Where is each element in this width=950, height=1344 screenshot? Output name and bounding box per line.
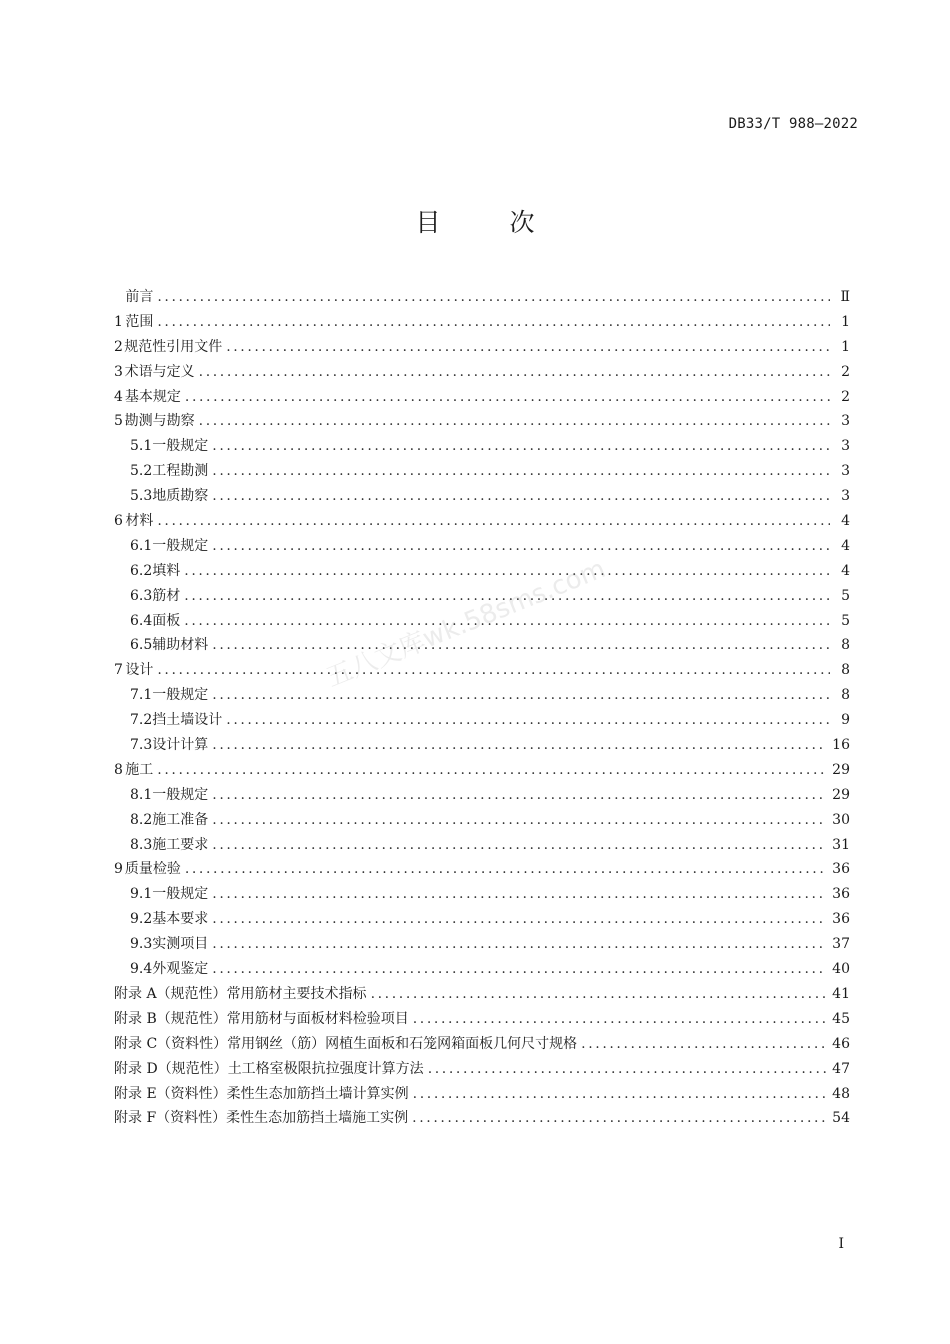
toc-entry-page: 36	[832, 911, 850, 928]
toc-leader-dots	[371, 986, 827, 1002]
toc-leader-dots	[212, 438, 830, 454]
toc-entry-label: 地质勘察	[152, 488, 209, 505]
toc-entry[interactable]	[114, 759, 850, 784]
toc-entry[interactable]	[114, 336, 850, 361]
toc-leader-dots	[212, 687, 830, 703]
toc-entry[interactable]	[114, 1107, 850, 1132]
toc-entry-nature: （规范性）	[156, 985, 227, 1002]
toc-entry-page: 3	[841, 413, 850, 430]
toc-entry-number: 7.3	[130, 737, 153, 754]
page-title: 目 次	[415, 208, 557, 237]
toc-entry-label: 常用筋材与面板材料检验项目	[226, 1010, 409, 1027]
toc-entry-number: 附录 C	[114, 1035, 158, 1052]
toc-entry-label: 一般规定	[152, 886, 209, 903]
toc-entry[interactable]	[114, 1083, 850, 1108]
toc-leader-dots	[212, 463, 830, 479]
toc-entry-number: 附录 A	[114, 985, 157, 1002]
toc-entry-page: 37	[832, 936, 850, 953]
toc-entry-page: 29	[832, 786, 850, 803]
toc-entry[interactable]	[114, 883, 850, 908]
toc-leader-dots	[212, 837, 826, 853]
toc-entry-label: 柔性生态加筋挡土墙计算实例	[226, 1085, 409, 1102]
toc-entry[interactable]	[114, 684, 850, 709]
toc-entry[interactable]	[114, 1058, 850, 1083]
toc-entry[interactable]	[114, 834, 850, 859]
toc-entry-page: 47	[832, 1060, 850, 1077]
toc-entry[interactable]	[114, 908, 850, 933]
toc-entry[interactable]	[114, 560, 850, 585]
toc-entry-number: 6.4	[130, 612, 153, 629]
toc-entry[interactable]	[114, 634, 850, 659]
toc-entry[interactable]	[114, 809, 850, 834]
toc-entry-label: 填料	[152, 562, 181, 579]
toc-entry-label: 设计	[125, 662, 154, 679]
toc-entry-number: 6.2	[130, 562, 153, 579]
toc-entry-page: 1	[841, 338, 850, 355]
toc-entry-page: 16	[832, 737, 850, 754]
toc-entry[interactable]	[114, 485, 850, 510]
toc-entry-page: 3	[841, 463, 850, 480]
toc-entry-number: 附录 D	[114, 1060, 158, 1077]
toc-entry-number: 7.1	[130, 687, 153, 704]
toc-entry-label: 实测项目	[152, 936, 209, 953]
toc-entry-number: 9.1	[130, 886, 153, 903]
document-code: DB33/T 988—2022	[728, 116, 858, 132]
toc-entry-page: 5	[841, 612, 850, 629]
toc-leader-dots	[199, 364, 830, 380]
toc-leader-dots	[157, 762, 826, 778]
toc-entry-page: 8	[841, 637, 850, 654]
toc-entry-label: 面板	[152, 612, 181, 629]
toc-entry-label: 工程勘测	[152, 463, 209, 480]
toc-leader-dots	[412, 1110, 826, 1126]
toc-leader-dots	[199, 413, 830, 429]
toc-entry-number: 附录 B	[114, 1010, 157, 1027]
table-of-contents	[114, 286, 850, 1132]
toc-entry-nature: （资料性）	[156, 1085, 227, 1102]
toc-entry-number: 6.5	[130, 637, 153, 654]
toc-entry[interactable]	[114, 784, 850, 809]
toc-entry-page: 48	[832, 1085, 850, 1102]
toc-entry-page: 41	[832, 985, 850, 1002]
toc-entry-number: 2	[114, 338, 123, 355]
toc-leader-dots	[212, 886, 826, 902]
toc-entry[interactable]	[114, 1008, 850, 1033]
toc-entry-label: 基本规定	[124, 388, 181, 405]
toc-entry-number: 1	[114, 313, 123, 330]
toc-entry[interactable]	[114, 535, 850, 560]
toc-entry-number: 附录 F	[114, 1110, 157, 1127]
toc-entry-page: Ⅱ	[840, 289, 850, 305]
toc-leader-dots	[212, 737, 826, 753]
toc-entry-label: 质量检验	[124, 861, 181, 878]
toc-entry-nature: （规范性）	[156, 1010, 227, 1027]
toc-entry-page: 3	[841, 438, 850, 455]
toc-entry-nature: （规范性）	[157, 1060, 228, 1077]
toc-entry-label: 设计计算	[152, 737, 209, 754]
toc-entry-number: 7.2	[130, 712, 153, 729]
toc-entry-page: 2	[841, 363, 850, 380]
toc-entry-label: 土工格室极限抗拉强度计算方法	[227, 1060, 424, 1077]
watermark: 五八文库wk.58sms.com	[322, 553, 610, 694]
toc-leader-dots	[226, 712, 830, 728]
toc-entry-label: 施工要求	[152, 836, 209, 853]
toc-entry-nature: （资料性）	[156, 1110, 227, 1127]
toc-leader-dots	[185, 389, 830, 405]
toc-entry-page: 3	[841, 488, 850, 505]
toc-entry[interactable]	[114, 734, 850, 759]
toc-entry[interactable]	[114, 410, 850, 435]
toc-entry-label: 一般规定	[152, 438, 209, 455]
toc-entry[interactable]	[114, 958, 850, 983]
toc-entry-number: 3	[114, 363, 123, 380]
toc-entry[interactable]	[114, 933, 850, 958]
toc-entry[interactable]	[114, 361, 850, 386]
toc-entry[interactable]	[114, 858, 850, 883]
toc-leader-dots	[413, 1086, 827, 1102]
toc-entry-label: 基本要求	[152, 911, 209, 928]
toc-entry-label: 一般规定	[152, 687, 209, 704]
toc-entry-number: 9	[114, 861, 123, 878]
toc-entry[interactable]	[114, 460, 850, 485]
toc-entry-label: 挡土墙设计	[152, 712, 223, 729]
toc-entry-label: 施工	[125, 761, 154, 778]
toc-entry-page: 8	[841, 687, 850, 704]
toc-entry-page: 2	[841, 388, 850, 405]
toc-entry-label: 施工准备	[152, 811, 209, 828]
toc-entry-label: 一般规定	[152, 786, 209, 803]
toc-entry[interactable]	[114, 286, 850, 311]
toc-entry-number: 9.3	[130, 936, 153, 953]
toc-leader-dots	[184, 563, 830, 579]
toc-leader-dots	[212, 787, 826, 803]
toc-entry-label: 前言	[125, 289, 154, 305]
toc-entry-label: 柔性生态加筋挡土墙施工实例	[226, 1110, 409, 1127]
toc-entry-number: 8	[114, 761, 123, 778]
toc-entry-number: 6.1	[130, 537, 153, 554]
toc-entry-number: 8.2	[130, 811, 153, 828]
toc-entry[interactable]	[114, 435, 850, 460]
toc-leader-dots	[212, 488, 830, 504]
toc-entry-page: 46	[832, 1035, 850, 1052]
toc-entry-page: 30	[832, 811, 850, 828]
toc-entry-page: 9	[841, 712, 850, 729]
toc-entry-page: 4	[841, 562, 850, 579]
toc-entry-page: 36	[832, 886, 850, 903]
toc-entry-nature: （资料性）	[157, 1035, 228, 1052]
toc-entry[interactable]	[114, 386, 850, 411]
toc-entry-page: 45	[832, 1010, 850, 1027]
toc-entry-number: 5.3	[130, 488, 153, 505]
toc-entry-number: 4	[114, 388, 123, 405]
toc-leader-dots	[212, 637, 830, 653]
toc-leader-dots	[581, 1036, 826, 1052]
toc-entry-page: 8	[841, 662, 850, 679]
toc-entry-label: 外观鉴定	[152, 961, 209, 978]
toc-leader-dots	[157, 289, 830, 305]
toc-entry-page: 31	[832, 836, 850, 853]
toc-leader-dots	[184, 613, 830, 629]
toc-entry-page: 54	[832, 1110, 850, 1127]
toc-entry-number: 5.1	[130, 438, 153, 455]
toc-entry-label: 材料	[125, 513, 154, 530]
toc-entry-label: 筋材	[152, 587, 181, 604]
toc-entry[interactable]	[114, 1033, 850, 1058]
toc-entry-page: 36	[832, 861, 850, 878]
toc-entry[interactable]	[114, 311, 850, 336]
toc-entry-label: 术语与定义	[124, 363, 195, 380]
toc-entry-label: 规范性引用文件	[124, 338, 223, 355]
toc-entry-number: 7	[114, 662, 123, 679]
toc-entry[interactable]	[114, 510, 850, 535]
toc-entry[interactable]	[114, 709, 850, 734]
toc-entry-page: 40	[832, 961, 850, 978]
toc-entry-label: 勘测与勘察	[124, 413, 195, 430]
toc-entry-page: 4	[841, 513, 850, 530]
toc-leader-dots	[157, 662, 830, 678]
toc-entry-number: 6.3	[130, 587, 153, 604]
toc-entry-number: 8.1	[130, 786, 153, 803]
toc-entry-page: 4	[841, 537, 850, 554]
toc-entry[interactable]	[114, 610, 850, 635]
toc-leader-dots	[413, 1011, 826, 1027]
toc-entry-number: 5.2	[130, 463, 153, 480]
toc-entry-number: 8.3	[130, 836, 153, 853]
toc-entry-label: 一般规定	[152, 537, 209, 554]
toc-entry[interactable]	[114, 585, 850, 610]
toc-leader-dots	[226, 339, 830, 355]
toc-entry-label: 范围	[125, 313, 154, 330]
toc-entry[interactable]	[114, 983, 850, 1008]
toc-leader-dots	[157, 513, 830, 529]
toc-entry-label: 常用钢丝（筋）网植生面板和石笼网箱面板几何尺寸规格	[227, 1035, 578, 1052]
toc-leader-dots	[157, 314, 830, 330]
toc-entry-number: 5	[114, 413, 123, 430]
toc-entry-number: 附录 E	[114, 1085, 157, 1102]
toc-leader-dots	[212, 961, 826, 977]
toc-leader-dots	[184, 588, 830, 604]
toc-entry-page: 1	[841, 313, 850, 330]
toc-entry[interactable]	[114, 659, 850, 684]
toc-leader-dots	[428, 1061, 826, 1077]
toc-leader-dots	[212, 936, 826, 952]
toc-entry-number: 9.2	[130, 911, 153, 928]
toc-entry-page: 5	[841, 587, 850, 604]
toc-leader-dots	[212, 538, 830, 554]
toc-entry-page: 29	[832, 761, 850, 778]
toc-entry-label: 常用筋材主要技术指标	[226, 985, 367, 1002]
toc-leader-dots	[212, 812, 826, 828]
toc-entry-number: 9.4	[130, 961, 153, 978]
toc-entry-label: 辅助材料	[152, 637, 209, 654]
toc-leader-dots	[212, 911, 826, 927]
toc-leader-dots	[185, 861, 826, 877]
footer-page-number: I	[838, 1236, 844, 1252]
toc-entry-number: 6	[114, 513, 123, 530]
